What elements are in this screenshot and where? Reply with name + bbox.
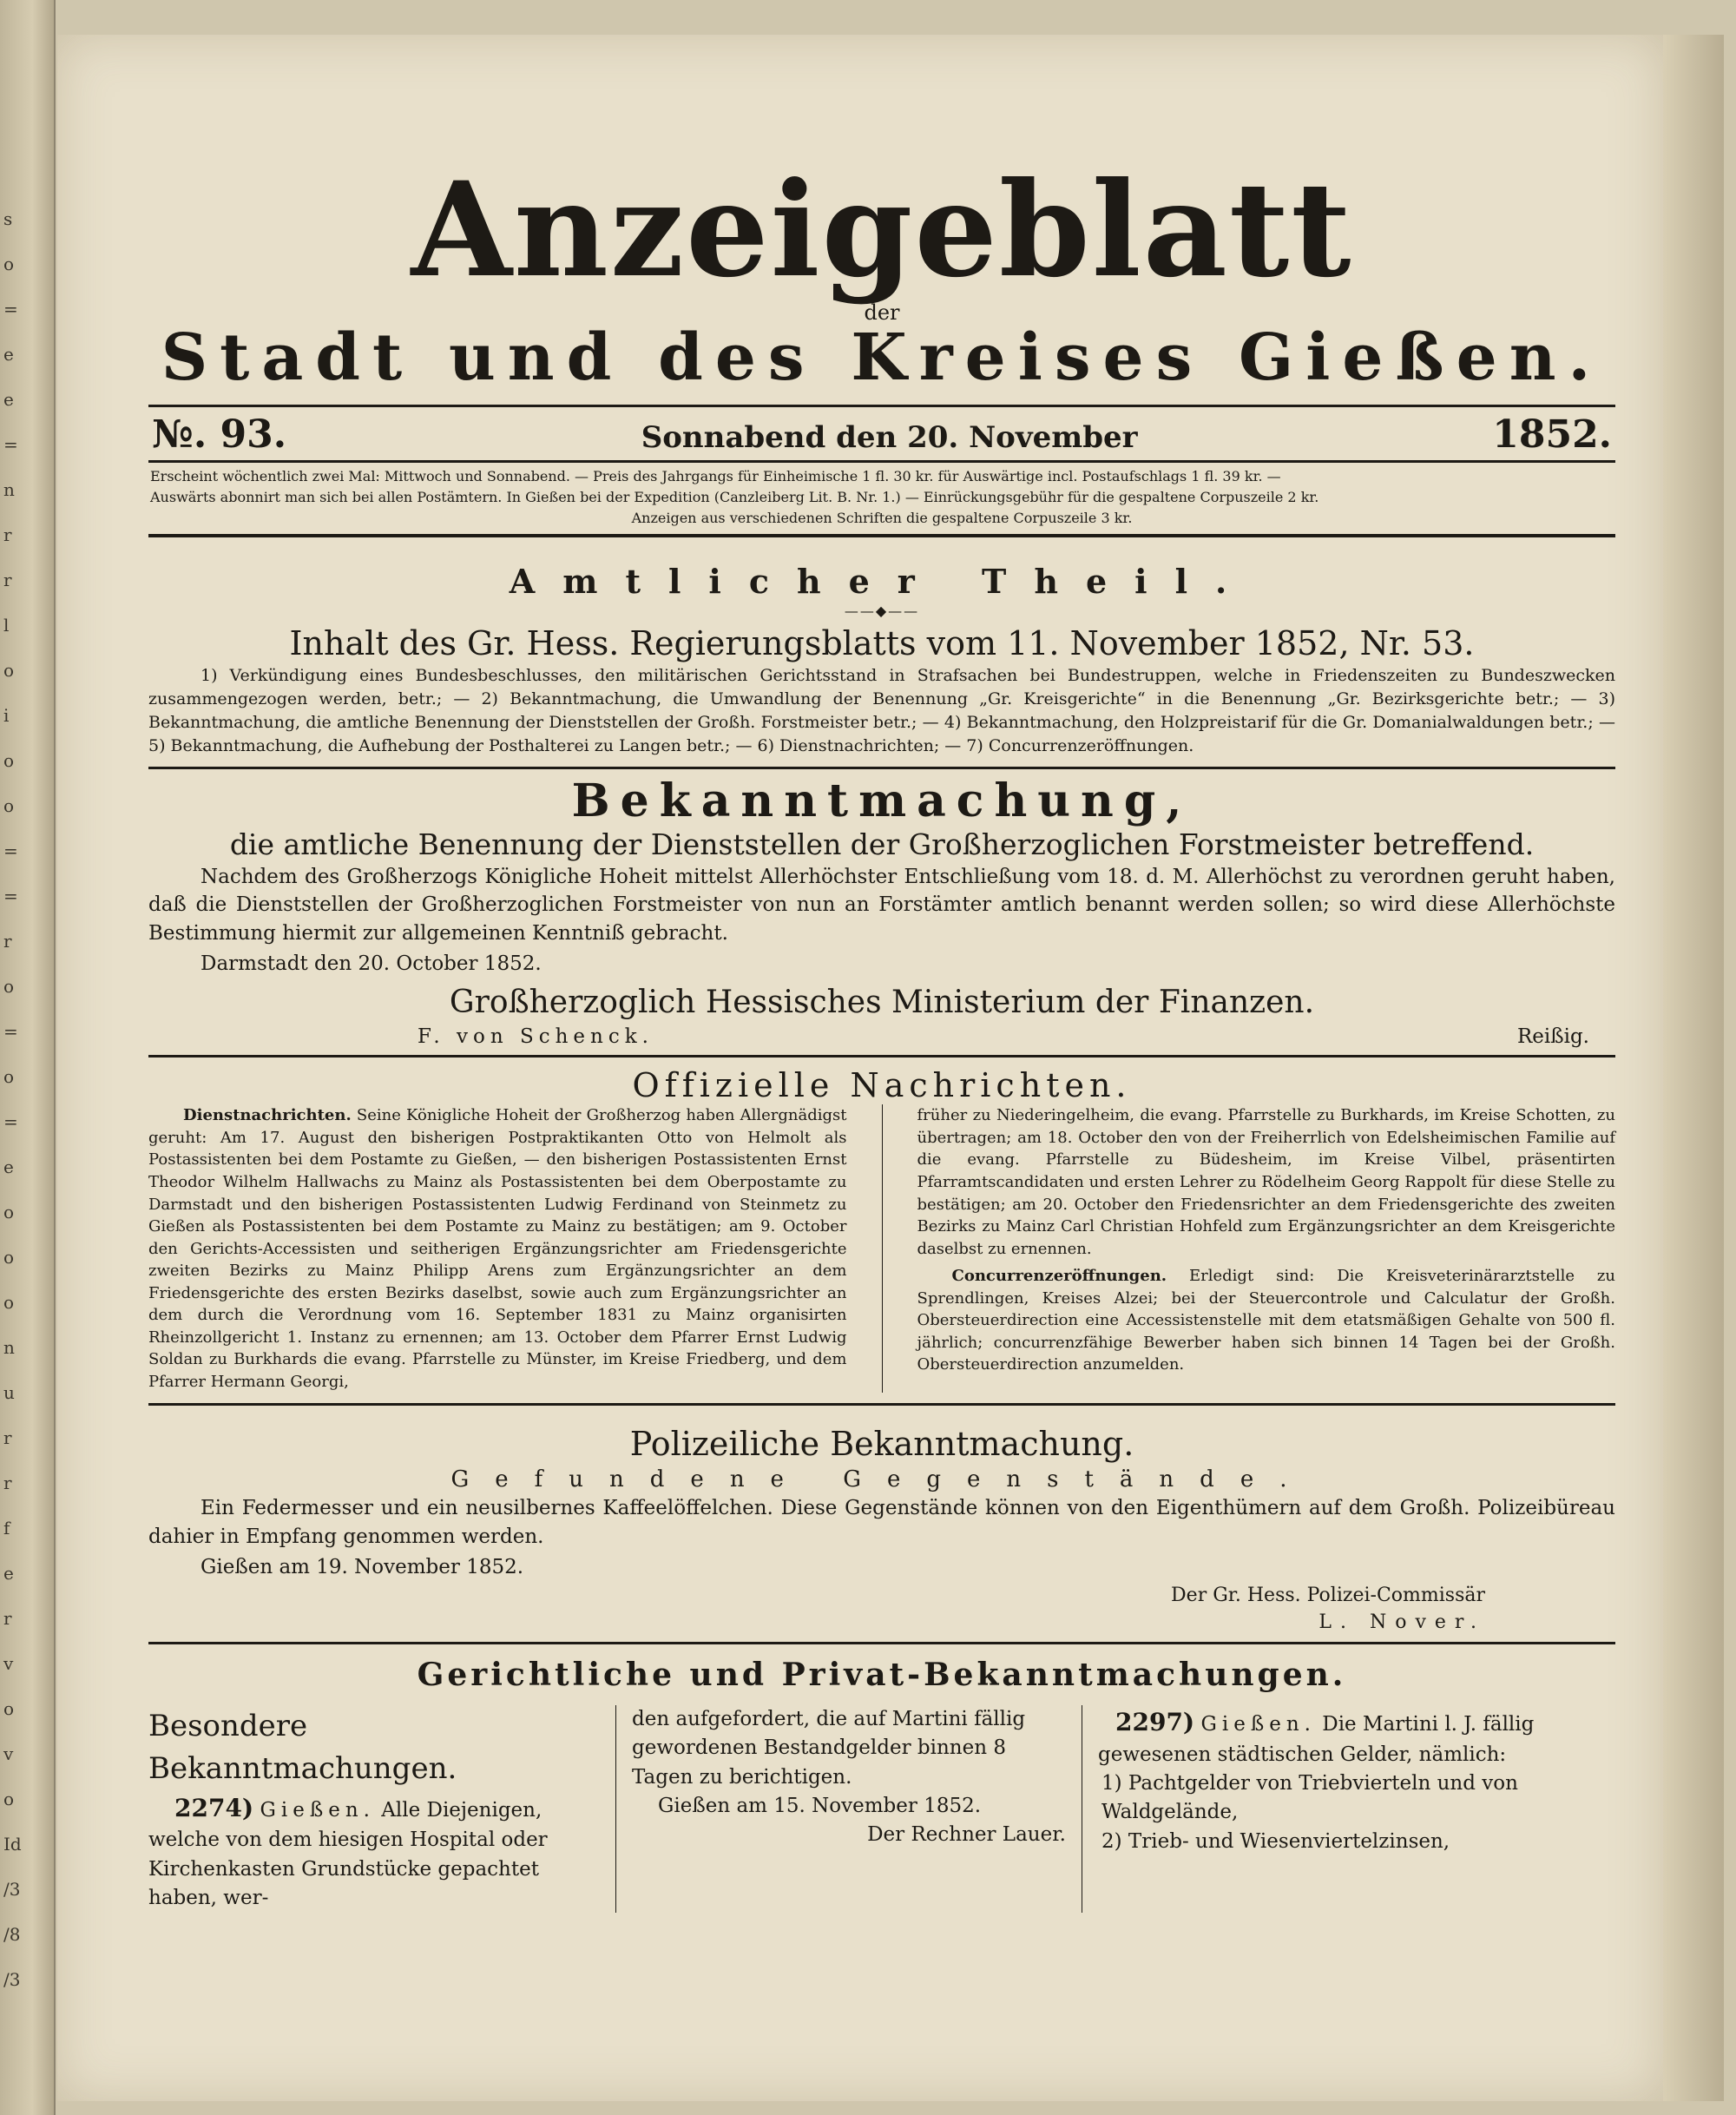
facing-page-fragment: o <box>3 1247 15 1268</box>
facing-page-fragment: o <box>3 1698 15 1719</box>
subscription-line: Anzeigen aus verschiedenen Schriften die gespaltene Corpuszeile 3 kr. <box>631 509 1133 526</box>
notice-2297 <box>1098 1705 1600 1769</box>
facing-page-fragment: /3 <box>3 1969 21 1990</box>
facing-page-fragment: r <box>3 931 12 952</box>
besondere-heading: Besondere Bekanntmachungen. <box>148 1709 457 1787</box>
rule <box>148 1642 1615 1644</box>
facing-page-fragment: o <box>3 795 15 816</box>
concurrenz-text: Erledigt sind: Die Kreisveterinärarztstelle zu Sprendlingen, Kreises Alzei; bei der Steuercontrole und Calculatur der Großh. Obersteuerdirection eine Accessistenstelle mit dem etatsmäßigen Gehalte von 500 fl. jährlich; concurrenzfähige Bewerber haben sich binnen 14 Tagen bei der Großh. Obersteuerdirection anzumelden. <box>917 1267 1615 1374</box>
notice-2274 <box>148 1791 600 1914</box>
facing-page-fragment: o <box>3 1066 15 1087</box>
facing-page-fragment: o <box>3 254 15 274</box>
subscription-info <box>148 463 1615 534</box>
facing-page-fragment: f <box>3 1518 10 1538</box>
notice-place: Gießen. <box>260 1798 375 1822</box>
gericht-col-2 <box>615 1705 1082 1913</box>
ornament: ——◆—— <box>844 602 920 619</box>
facing-page-fragment: = <box>3 840 18 861</box>
notice-text: Die Martini l. J. fällig gewesenen städtischen Gelder, nämlich: <box>1098 1713 1535 1766</box>
facing-page-fragment: n <box>3 1337 15 1358</box>
facing-page-fragment: l <box>3 615 10 636</box>
facing-page-fragment: o <box>3 1292 15 1313</box>
masthead-subtitle: Stadt und des Kreises Gießen. <box>161 320 1603 395</box>
facing-page-fragment: s <box>3 208 13 229</box>
subscription-line: Erscheint wöchentlich zwei Mal: Mittwoch und Sonnabend. — Preis des Jahrgangs für Einheimische 1 fl. 30 kr. für Auswärtige incl. Postaufschlags 1 fl. 39 kr. — <box>150 467 1281 484</box>
concurrenz-paragraph <box>917 1265 1616 1376</box>
signatures <box>148 1025 1615 1048</box>
countersigner: Reißig. <box>1516 1025 1589 1049</box>
dienstnachrichten-cont: früher zu Niederingelheim, die evang. Pfarrstelle zu Burkhards, im Kreise Schotten, zu übertragen; am 18. October den von der Freiherrlich von Edelsheimischen Familie auf die evang. Pfarrstelle zu Büdesheim, im Kreise Vilbel, präsentirten Pfarramtscandidaten und ersten Lehrer zu Rödelheim Georg Rappolt für diese Stelle zu bestätigen; am 20. October den Friedensrichter an dem Friedensgerichte des zweiten Bezirks zu Mainz Carl Christian Hohfeld zum Ergänzungsrichter an dem Kreisgerichte daselbst zu ernennen. <box>917 1106 1615 1258</box>
notice-number: 2297) <box>1115 1708 1195 1737</box>
notice-place: Gießen. <box>1200 1713 1316 1736</box>
offizielle-col-left <box>148 1104 847 1393</box>
facing-page-fragment: /3 <box>3 1879 21 1900</box>
facing-page-fragment: v <box>3 1653 14 1674</box>
inhalt-title: Inhalt des Gr. Hess. Regierungsblatts vom 11. November 1852, Nr. 53. <box>289 623 1475 662</box>
facing-page-fragment: u <box>3 1382 15 1403</box>
issue-date: Sonnabend den 20. November <box>641 419 1138 455</box>
offizielle-heading: Offizielle Nachrichten. <box>632 1066 1132 1105</box>
polizei-heading: Polizeiliche Bekanntmachung. <box>629 1425 1134 1464</box>
facing-page-fragment: Id <box>3 1834 22 1855</box>
column-divider <box>882 1104 883 1393</box>
facing-page-fragment: r <box>3 1473 12 1493</box>
inhalt-text: 1) Verkündigung eines Bundesbeschlusses, den militärischen Gerichtsstand in Strafsachen bei Bundestruppen, welche in Friedenszeiten zu Bundeszwecken zusammengezogen werden, betr.; — 2) Bekanntmachung, die Umwandlung der Benennung „Gr. Kreisgerichte“ in die Benennung „Gr. Bezirksgerichte betr.; — 3) Bekanntmachung, die amtliche Benennung der Dienststellen der Großh. Forstmeister betr.; — 4) Bekanntmachung, den Holzpreistarif für die Gr. Domanialwaldungen betr.; — 5) Bekanntmachung, die Aufhebung der Posthalterei zu Langen betr.; — 6) Dienstnachrichten; — 7) Concurrenzeröffnungen. <box>148 665 1615 755</box>
polizei-signer-name: L. Nover. <box>1318 1611 1485 1634</box>
page-content <box>148 35 1615 1913</box>
facing-page-fragment: o <box>3 976 15 997</box>
page-edge <box>1663 35 1724 2101</box>
bekanntmachung-subtitle: die amtliche Benennung der Dienststellen der Großherzoglichen Forstmeister betreffend. <box>229 827 1535 861</box>
polizei-text: Ein Federmesser und ein neusilbernes Kaffeelöffelchen. Diese Gegenstände können von den Eigenthümern auf dem Großh. Polizeibüreau dahier in Empfang genommen werden. <box>148 1497 1615 1549</box>
facing-page-fragment: r <box>3 524 12 545</box>
facing-page-fragment: = <box>3 299 18 320</box>
facing-page-fragment: = <box>3 434 18 455</box>
polizei-signer-title: Der Gr. Hess. Polizei-Commissär <box>1171 1585 1485 1607</box>
bekanntmachung-title: Bekanntmachung, <box>571 774 1193 827</box>
facing-page-fragment: e <box>3 389 14 410</box>
amtlicher-theil-heading: Amtlicher Theil. <box>509 561 1255 601</box>
facing-page-fragment: = <box>3 886 18 906</box>
facing-page-fragment: e <box>3 1563 14 1584</box>
newspaper-page <box>57 35 1663 2101</box>
notice-text-cont: den aufgefordert, die auf Martini fällig gewordenen Bestandgelder binnen 8 Tagen zu berichtigen. <box>632 1708 1026 1789</box>
bekanntmachung-date: Darmstadt den 20. October 1852. <box>201 952 542 975</box>
facing-page-fragment: e <box>3 344 14 365</box>
gericht-col-1 <box>148 1705 615 1913</box>
facing-page-fragment: o <box>3 1789 15 1809</box>
dienstnachrichten-lead: Dienstnachrichten. <box>183 1106 352 1125</box>
rule <box>148 534 1615 537</box>
facing-page-fragment: /8 <box>3 1924 21 1945</box>
gericht-heading: Gerichtliche und Privat-Bekanntmachungen. <box>417 1657 1347 1694</box>
notice-signer: Der Rechner Lauer. <box>867 1823 1066 1847</box>
facing-page-fragment: r <box>3 1608 12 1629</box>
facing-page-fragment: v <box>3 1743 14 1764</box>
concurrenz-lead: Concurrenzeröffnungen. <box>951 1267 1167 1286</box>
signer: F. von Schenck. <box>418 1025 654 1049</box>
list-item: 2) Trieb- und Wiesenviertelzinsen, <box>1101 1829 1450 1853</box>
gericht-col-3 <box>1082 1705 1615 1913</box>
binding-edge <box>0 0 56 2115</box>
facing-page-fragment: o <box>3 660 15 681</box>
offizielle-col-right <box>917 1104 1616 1393</box>
facing-page-fragment: n <box>3 479 15 500</box>
facing-page-fragment: = <box>3 1021 18 1042</box>
rule <box>148 1055 1615 1058</box>
subscription-line: Auswärts abonnirt man sich bei allen Postämtern. In Gießen bei der Expedition (Canzleiberg Lit. B. Nr. 1.) — Einrückungsgebühr für die gespaltene Corpuszeile 2 kr. <box>150 488 1319 505</box>
polizei-subheading: Gefundene Gegenstände. <box>450 1466 1313 1493</box>
list-item: 1) Pachtgelder von Triebvierteln und von Waldgelände, <box>1101 1771 1518 1824</box>
facing-page-fragment: i <box>3 705 10 726</box>
dienstnachrichten-text: Seine Königliche Hoheit der Großherzog haben Allergnädigst geruht: Am 17. August den bisherigen Postpraktikanten Otto von Helmolt als Postassistenten bei dem Postamte zu Gießen, — den bisherigen Postassistenten Ernst Theodor Wilhelm Hallwachs zu Mainz als Postassistenten bei dem Oberpostamte zu Darmstadt und den bisherigen Postassistenten Ludwig Ferdinand von Steinmetz zu Gießen als Postassistenten bei dem Postamte zu Mainz zu bestätigen; am 9. October den Gerichts-Accessisten und seitherigen Ergänzungsrichter am Friedensgerichte zweiten Bezirks zu Mainz Philipp Arens zum Ergänzungsrichter an dem Friedensgerichte des ersten Bezirks daselbst, sowie auch zum Ergänzungsrichter an dem durch die Verordnung vom 16. September 1831 zu Mainz organisirten Rheinzollgericht 1. Instanz zu ernennen; am 13. October dem Pfarrer Ernst Ludwig Soldan zu Burkhards die evang. Pfarrstelle zu Münster, im Kreise Friedberg, und dem Pfarrer Hermann Georgi, <box>148 1106 847 1391</box>
facing-page-fragment: o <box>3 1202 15 1222</box>
notice-text: Alle Diejenigen, welche von dem hiesigen Hospital oder Kirchenkasten Grundstücke gepachtet haben, wer- <box>148 1798 548 1909</box>
facing-page-fragment: = <box>3 1111 18 1132</box>
rule <box>148 767 1615 769</box>
issue-number: №. 93. <box>152 412 287 457</box>
notice-number: 2274) <box>174 1793 254 1822</box>
polizei-signature <box>148 1583 1615 1637</box>
offizielle-columns <box>148 1104 1615 1393</box>
ministry: Großherzoglich Hessisches Ministerium der Finanzen. <box>449 985 1315 1021</box>
facing-page-fragment: r <box>3 1427 12 1448</box>
facing-page-fragment: e <box>3 1156 14 1177</box>
masthead-der: der <box>864 300 900 325</box>
issue-year: 1852. <box>1492 412 1612 457</box>
rule <box>148 1403 1615 1406</box>
facing-page-fragment: r <box>3 570 12 590</box>
notice-date: Gießen am 15. November 1852. <box>658 1795 982 1818</box>
facing-page-fragment: o <box>3 750 15 771</box>
dateline <box>148 407 1615 460</box>
masthead-title: Anzeigeblatt <box>411 154 1353 306</box>
polizei-date: Gießen am 19. November 1852. <box>201 1555 524 1578</box>
gericht-columns <box>148 1705 1615 1913</box>
bekanntmachung-text: Nachdem des Großherzogs Königliche Hoheit mittelst Allerhöchster Entschließung vom 18. d. M. Allerhöchst zu verordnen geruht haben, daß die Dienststellen der Großherzoglichen Forstmeister von nun an Forstämter amtlich benannt werden sollen; so wird diese Allerhöchste Bestimmung hiermit zur allgemeinen Kenntniß gebracht. <box>148 865 1615 945</box>
